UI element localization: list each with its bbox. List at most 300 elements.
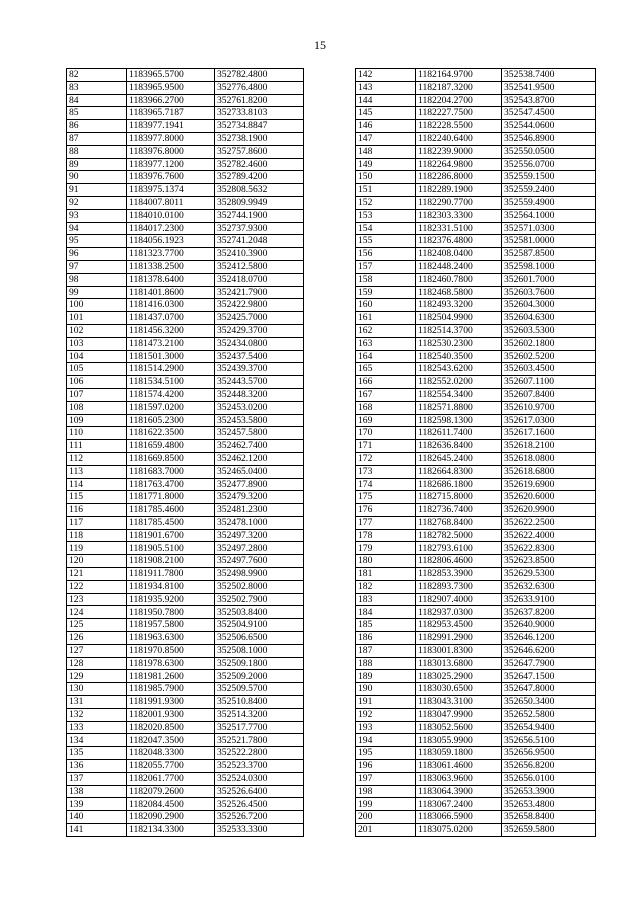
x-coordinate-cell: 1183001.8300 bbox=[416, 644, 502, 657]
table-row bbox=[356, 69, 596, 82]
y-coordinate-cell: 352453.5800 bbox=[215, 414, 304, 427]
y-coordinate-cell: 352479.3200 bbox=[215, 491, 304, 504]
y-coordinate-cell: 352653.3900 bbox=[502, 785, 596, 798]
y-coordinate-cell: 352544.0600 bbox=[502, 120, 596, 133]
point-number-cell: 155 bbox=[356, 235, 416, 248]
x-coordinate-cell: 1181401.8600 bbox=[127, 286, 215, 299]
point-number-cell: 133 bbox=[67, 721, 127, 734]
y-coordinate-cell: 352603.7600 bbox=[502, 286, 596, 299]
table-row bbox=[356, 209, 596, 222]
table-row bbox=[67, 337, 304, 350]
point-number-cell: 153 bbox=[356, 209, 416, 222]
point-number-cell: 199 bbox=[356, 798, 416, 811]
y-coordinate-cell: 352559.2400 bbox=[502, 184, 596, 197]
y-coordinate-cell: 352477.8900 bbox=[215, 478, 304, 491]
y-coordinate-cell: 352508.1000 bbox=[215, 644, 304, 657]
y-coordinate-cell: 352737.9300 bbox=[215, 222, 304, 235]
table-row bbox=[356, 324, 596, 337]
y-coordinate-cell: 352782.4800 bbox=[215, 69, 304, 82]
table-row bbox=[356, 145, 596, 158]
point-number-cell: 141 bbox=[67, 824, 127, 837]
x-coordinate-cell: 1181911.7800 bbox=[127, 568, 215, 581]
table-row bbox=[67, 248, 304, 261]
table-row bbox=[67, 184, 304, 197]
point-number-cell: 126 bbox=[67, 632, 127, 645]
table-row bbox=[67, 568, 304, 581]
x-coordinate-cell: 1182598.1300 bbox=[416, 414, 502, 427]
point-number-cell: 116 bbox=[67, 504, 127, 517]
point-number-cell: 164 bbox=[356, 350, 416, 363]
y-coordinate-cell: 352603.4500 bbox=[502, 363, 596, 376]
y-coordinate-cell: 352581.0000 bbox=[502, 235, 596, 248]
point-number-cell: 134 bbox=[67, 734, 127, 747]
y-coordinate-cell: 352776.4800 bbox=[215, 81, 304, 94]
y-coordinate-cell: 352412.5800 bbox=[215, 260, 304, 273]
point-number-cell: 111 bbox=[67, 440, 127, 453]
x-coordinate-cell: 1181950.7800 bbox=[127, 606, 215, 619]
x-coordinate-cell: 1182493.3200 bbox=[416, 299, 502, 312]
table-row bbox=[67, 132, 304, 145]
x-coordinate-cell: 1183047.9900 bbox=[416, 708, 502, 721]
y-coordinate-cell: 352808.5632 bbox=[215, 184, 304, 197]
y-coordinate-cell: 352434.0800 bbox=[215, 337, 304, 350]
table-row bbox=[67, 94, 304, 107]
y-coordinate-cell: 352601.7000 bbox=[502, 273, 596, 286]
y-coordinate-cell: 352457.5800 bbox=[215, 427, 304, 440]
table-row bbox=[67, 376, 304, 389]
table-row bbox=[67, 478, 304, 491]
y-coordinate-cell: 352524.0300 bbox=[215, 772, 304, 785]
point-number-cell: 179 bbox=[356, 542, 416, 555]
y-coordinate-cell: 352422.9800 bbox=[215, 299, 304, 312]
point-number-cell: 183 bbox=[356, 593, 416, 606]
y-coordinate-cell: 352622.8300 bbox=[502, 542, 596, 555]
y-coordinate-cell: 352761.8200 bbox=[215, 94, 304, 107]
x-coordinate-cell: 1181963.6300 bbox=[127, 632, 215, 645]
point-number-cell: 167 bbox=[356, 388, 416, 401]
x-coordinate-cell: 1181771.8000 bbox=[127, 491, 215, 504]
table-row bbox=[67, 760, 304, 773]
point-number-cell: 124 bbox=[67, 606, 127, 619]
point-number-cell: 146 bbox=[356, 120, 416, 133]
y-coordinate-cell: 352462.1200 bbox=[215, 452, 304, 465]
point-number-cell: 117 bbox=[67, 516, 127, 529]
point-number-cell: 93 bbox=[67, 209, 127, 222]
point-number-cell: 186 bbox=[356, 632, 416, 645]
y-coordinate-cell: 352510.8400 bbox=[215, 696, 304, 709]
y-coordinate-cell: 352526.4500 bbox=[215, 798, 304, 811]
table-row bbox=[356, 465, 596, 478]
y-coordinate-cell: 352448.3200 bbox=[215, 388, 304, 401]
y-coordinate-cell: 352418.0700 bbox=[215, 273, 304, 286]
x-coordinate-cell: 1181605.2300 bbox=[127, 414, 215, 427]
y-coordinate-cell: 352465.0400 bbox=[215, 465, 304, 478]
x-coordinate-cell: 1183055.9900 bbox=[416, 734, 502, 747]
table-row bbox=[356, 785, 596, 798]
point-number-cell: 100 bbox=[67, 299, 127, 312]
y-coordinate-cell: 352541.9500 bbox=[502, 81, 596, 94]
point-number-cell: 196 bbox=[356, 760, 416, 773]
x-coordinate-cell: 1182376.4800 bbox=[416, 235, 502, 248]
y-coordinate-cell: 352610.9700 bbox=[502, 401, 596, 414]
x-coordinate-cell: 1181501.3000 bbox=[127, 350, 215, 363]
point-number-cell: 87 bbox=[67, 132, 127, 145]
y-coordinate-cell: 352587.8500 bbox=[502, 248, 596, 261]
y-coordinate-cell: 352546.8900 bbox=[502, 132, 596, 145]
point-number-cell: 130 bbox=[67, 683, 127, 696]
x-coordinate-cell: 1182806.4600 bbox=[416, 555, 502, 568]
x-coordinate-cell: 1184017.2300 bbox=[127, 222, 215, 235]
point-number-cell: 92 bbox=[67, 196, 127, 209]
table-row bbox=[67, 312, 304, 325]
point-number-cell: 136 bbox=[67, 760, 127, 773]
x-coordinate-cell: 1182228.5500 bbox=[416, 120, 502, 133]
x-coordinate-cell: 1181934.8100 bbox=[127, 580, 215, 593]
x-coordinate-cell: 1183061.4600 bbox=[416, 760, 502, 773]
point-number-cell: 171 bbox=[356, 440, 416, 453]
y-coordinate-cell: 352497.2800 bbox=[215, 542, 304, 555]
x-coordinate-cell: 1181935.9200 bbox=[127, 593, 215, 606]
table-row bbox=[67, 504, 304, 517]
y-coordinate-cell: 352620.6000 bbox=[502, 491, 596, 504]
x-coordinate-cell: 1183052.5600 bbox=[416, 721, 502, 734]
table-row bbox=[67, 772, 304, 785]
x-coordinate-cell: 1182530.2300 bbox=[416, 337, 502, 350]
point-number-cell: 197 bbox=[356, 772, 416, 785]
y-coordinate-cell: 352622.4000 bbox=[502, 529, 596, 542]
point-number-cell: 94 bbox=[67, 222, 127, 235]
y-coordinate-cell: 352741.2048 bbox=[215, 235, 304, 248]
y-coordinate-cell: 352425.7000 bbox=[215, 312, 304, 325]
point-number-cell: 129 bbox=[67, 670, 127, 683]
point-number-cell: 148 bbox=[356, 145, 416, 158]
y-coordinate-cell: 352647.7900 bbox=[502, 657, 596, 670]
table-row bbox=[67, 452, 304, 465]
x-coordinate-cell: 1182303.3300 bbox=[416, 209, 502, 222]
table-row bbox=[356, 632, 596, 645]
x-coordinate-cell: 1181473.2100 bbox=[127, 337, 215, 350]
y-coordinate-cell: 352502.8000 bbox=[215, 580, 304, 593]
y-coordinate-cell: 352526.7200 bbox=[215, 811, 304, 824]
point-number-cell: 172 bbox=[356, 452, 416, 465]
table-row bbox=[356, 388, 596, 401]
y-coordinate-cell: 352658.8400 bbox=[502, 811, 596, 824]
x-coordinate-cell: 1184007.8011 bbox=[127, 196, 215, 209]
y-coordinate-cell: 352789.4200 bbox=[215, 171, 304, 184]
x-coordinate-cell: 1182460.7800 bbox=[416, 273, 502, 286]
table-row bbox=[67, 388, 304, 401]
y-coordinate-cell: 352543.8700 bbox=[502, 94, 596, 107]
point-number-cell: 149 bbox=[356, 158, 416, 171]
x-coordinate-cell: 1182448.2400 bbox=[416, 260, 502, 273]
x-coordinate-cell: 1181597.0200 bbox=[127, 401, 215, 414]
point-number-cell: 157 bbox=[356, 260, 416, 273]
x-coordinate-cell: 1182782.5000 bbox=[416, 529, 502, 542]
table-row bbox=[67, 593, 304, 606]
y-coordinate-cell: 352429.3700 bbox=[215, 324, 304, 337]
y-coordinate-cell: 352521.7800 bbox=[215, 734, 304, 747]
x-coordinate-cell: 1182853.3900 bbox=[416, 568, 502, 581]
table-row bbox=[67, 414, 304, 427]
x-coordinate-cell: 1184010.0100 bbox=[127, 209, 215, 222]
y-coordinate-cell: 352437.5400 bbox=[215, 350, 304, 363]
table-row bbox=[67, 440, 304, 453]
point-number-cell: 88 bbox=[67, 145, 127, 158]
point-number-cell: 86 bbox=[67, 120, 127, 133]
point-number-cell: 102 bbox=[67, 324, 127, 337]
table-row bbox=[67, 798, 304, 811]
x-coordinate-cell: 1183025.2900 bbox=[416, 670, 502, 683]
y-coordinate-cell: 352564.1000 bbox=[502, 209, 596, 222]
x-coordinate-cell: 1183975.1374 bbox=[127, 184, 215, 197]
x-coordinate-cell: 1183976.8000 bbox=[127, 145, 215, 158]
table-row bbox=[356, 401, 596, 414]
x-coordinate-cell: 1183043.3100 bbox=[416, 696, 502, 709]
point-number-cell: 160 bbox=[356, 299, 416, 312]
point-number-cell: 193 bbox=[356, 721, 416, 734]
table-row bbox=[67, 491, 304, 504]
y-coordinate-cell: 352607.8400 bbox=[502, 388, 596, 401]
table-row bbox=[67, 120, 304, 133]
table-row bbox=[67, 670, 304, 683]
table-row bbox=[356, 184, 596, 197]
y-coordinate-cell: 352637.8200 bbox=[502, 606, 596, 619]
table-row bbox=[67, 824, 304, 837]
point-number-cell: 104 bbox=[67, 350, 127, 363]
x-coordinate-cell: 1183965.9500 bbox=[127, 81, 215, 94]
x-coordinate-cell: 1181622.3500 bbox=[127, 427, 215, 440]
table-row bbox=[356, 107, 596, 120]
x-coordinate-cell: 1183977.8000 bbox=[127, 132, 215, 145]
table-row bbox=[67, 401, 304, 414]
y-coordinate-cell: 352462.7400 bbox=[215, 440, 304, 453]
table-row bbox=[67, 81, 304, 94]
table-row bbox=[356, 491, 596, 504]
table-row bbox=[356, 196, 596, 209]
point-number-cell: 189 bbox=[356, 670, 416, 683]
x-coordinate-cell: 1181514.2900 bbox=[127, 363, 215, 376]
table-row bbox=[356, 158, 596, 171]
y-coordinate-cell: 352421.7900 bbox=[215, 286, 304, 299]
table-row bbox=[356, 440, 596, 453]
x-coordinate-cell: 1183030.6500 bbox=[416, 683, 502, 696]
y-coordinate-cell: 352481.2300 bbox=[215, 504, 304, 517]
table-row bbox=[356, 504, 596, 517]
point-number-cell: 168 bbox=[356, 401, 416, 414]
table-row bbox=[356, 747, 596, 760]
table-row bbox=[356, 452, 596, 465]
table-row bbox=[67, 644, 304, 657]
table-row bbox=[356, 696, 596, 709]
y-coordinate-cell: 352618.6800 bbox=[502, 465, 596, 478]
y-coordinate-cell: 352650.3400 bbox=[502, 696, 596, 709]
y-coordinate-cell: 352522.2800 bbox=[215, 747, 304, 760]
x-coordinate-cell: 1181323.7700 bbox=[127, 248, 215, 261]
table-row bbox=[67, 580, 304, 593]
y-coordinate-cell: 352523.3700 bbox=[215, 760, 304, 773]
table-row bbox=[356, 721, 596, 734]
table-row bbox=[356, 529, 596, 542]
table-row bbox=[67, 529, 304, 542]
table-row bbox=[356, 376, 596, 389]
point-number-cell: 190 bbox=[356, 683, 416, 696]
table-row bbox=[67, 427, 304, 440]
table-row bbox=[356, 606, 596, 619]
x-coordinate-cell: 1182001.9300 bbox=[127, 708, 215, 721]
point-number-cell: 165 bbox=[356, 363, 416, 376]
table-row bbox=[356, 414, 596, 427]
y-coordinate-cell: 352647.1500 bbox=[502, 670, 596, 683]
y-coordinate-cell: 352603.5300 bbox=[502, 324, 596, 337]
x-coordinate-cell: 1182240.6400 bbox=[416, 132, 502, 145]
table-row bbox=[67, 632, 304, 645]
table-row bbox=[67, 363, 304, 376]
table-row bbox=[67, 324, 304, 337]
table-row bbox=[67, 273, 304, 286]
y-coordinate-cell: 352604.3000 bbox=[502, 299, 596, 312]
x-coordinate-cell: 1183059.1800 bbox=[416, 747, 502, 760]
y-coordinate-cell: 352757.8600 bbox=[215, 145, 304, 158]
table-row bbox=[67, 209, 304, 222]
point-number-cell: 177 bbox=[356, 516, 416, 529]
point-number-cell: 107 bbox=[67, 388, 127, 401]
y-coordinate-cell: 352733.8103 bbox=[215, 107, 304, 120]
table-row bbox=[67, 69, 304, 82]
y-coordinate-cell: 352514.3200 bbox=[215, 708, 304, 721]
table-row bbox=[356, 644, 596, 657]
table-row bbox=[356, 337, 596, 350]
x-coordinate-cell: 1181908.2100 bbox=[127, 555, 215, 568]
y-coordinate-cell: 352478.1000 bbox=[215, 516, 304, 529]
table-row bbox=[356, 568, 596, 581]
point-number-cell: 162 bbox=[356, 324, 416, 337]
y-coordinate-cell: 352656.5100 bbox=[502, 734, 596, 747]
x-coordinate-cell: 1183013.6800 bbox=[416, 657, 502, 670]
x-coordinate-cell: 1181991.9300 bbox=[127, 696, 215, 709]
x-coordinate-cell: 1182061.7700 bbox=[127, 772, 215, 785]
y-coordinate-cell: 352517.7700 bbox=[215, 721, 304, 734]
table-row bbox=[67, 734, 304, 747]
y-coordinate-cell: 352498.9900 bbox=[215, 568, 304, 581]
x-coordinate-cell: 1182768.8400 bbox=[416, 516, 502, 529]
table-row bbox=[356, 734, 596, 747]
point-number-cell: 156 bbox=[356, 248, 416, 261]
table-row bbox=[67, 811, 304, 824]
table-row bbox=[67, 145, 304, 158]
point-number-cell: 83 bbox=[67, 81, 127, 94]
table-row bbox=[67, 196, 304, 209]
x-coordinate-cell: 1182134.3300 bbox=[127, 824, 215, 837]
y-coordinate-cell: 352620.9900 bbox=[502, 504, 596, 517]
table-row bbox=[356, 619, 596, 632]
point-number-cell: 103 bbox=[67, 337, 127, 350]
point-number-cell: 175 bbox=[356, 491, 416, 504]
point-number-cell: 106 bbox=[67, 376, 127, 389]
table-row bbox=[356, 798, 596, 811]
x-coordinate-cell: 1183965.7187 bbox=[127, 107, 215, 120]
point-number-cell: 119 bbox=[67, 542, 127, 555]
y-coordinate-cell: 352571.0300 bbox=[502, 222, 596, 235]
point-number-cell: 90 bbox=[67, 171, 127, 184]
x-coordinate-cell: 1182991.2900 bbox=[416, 632, 502, 645]
point-number-cell: 151 bbox=[356, 184, 416, 197]
y-coordinate-cell: 352559.1500 bbox=[502, 171, 596, 184]
table-row bbox=[67, 657, 304, 670]
table-row bbox=[67, 721, 304, 734]
table-row bbox=[356, 708, 596, 721]
y-coordinate-cell: 352656.9500 bbox=[502, 747, 596, 760]
x-coordinate-cell: 1183966.2700 bbox=[127, 94, 215, 107]
y-coordinate-cell: 352656.8200 bbox=[502, 760, 596, 773]
point-number-cell: 188 bbox=[356, 657, 416, 670]
point-number-cell: 99 bbox=[67, 286, 127, 299]
y-coordinate-cell: 352453.0200 bbox=[215, 401, 304, 414]
x-coordinate-cell: 1182468.5800 bbox=[416, 286, 502, 299]
x-coordinate-cell: 1183075.0200 bbox=[416, 824, 502, 837]
y-coordinate-cell: 352647.8000 bbox=[502, 683, 596, 696]
x-coordinate-cell: 1182540.3500 bbox=[416, 350, 502, 363]
y-coordinate-cell: 352502.7900 bbox=[215, 593, 304, 606]
table-row bbox=[67, 542, 304, 555]
y-coordinate-cell: 352656.0100 bbox=[502, 772, 596, 785]
point-number-cell: 144 bbox=[356, 94, 416, 107]
y-coordinate-cell: 352744.1900 bbox=[215, 209, 304, 222]
table-row bbox=[356, 299, 596, 312]
point-number-cell: 140 bbox=[67, 811, 127, 824]
x-coordinate-cell: 1182090.2900 bbox=[127, 811, 215, 824]
table-row bbox=[356, 657, 596, 670]
y-coordinate-cell: 352547.4500 bbox=[502, 107, 596, 120]
y-coordinate-cell: 352738.1900 bbox=[215, 132, 304, 145]
point-number-cell: 198 bbox=[356, 785, 416, 798]
point-number-cell: 139 bbox=[67, 798, 127, 811]
table-row bbox=[67, 465, 304, 478]
x-coordinate-cell: 1183064.3900 bbox=[416, 785, 502, 798]
page-number: 15 bbox=[314, 38, 326, 52]
y-coordinate-cell: 352617.1600 bbox=[502, 427, 596, 440]
y-coordinate-cell: 352506.6500 bbox=[215, 632, 304, 645]
x-coordinate-cell: 1182239.9000 bbox=[416, 145, 502, 158]
point-number-cell: 109 bbox=[67, 414, 127, 427]
table-row bbox=[356, 286, 596, 299]
point-number-cell: 161 bbox=[356, 312, 416, 325]
x-coordinate-cell: 1181437.0700 bbox=[127, 312, 215, 325]
x-coordinate-cell: 1181683.7000 bbox=[127, 465, 215, 478]
x-coordinate-cell: 1181763.4700 bbox=[127, 478, 215, 491]
y-coordinate-cell: 352652.5800 bbox=[502, 708, 596, 721]
point-number-cell: 110 bbox=[67, 427, 127, 440]
y-coordinate-cell: 352538.7400 bbox=[502, 69, 596, 82]
y-coordinate-cell: 352659.5800 bbox=[502, 824, 596, 837]
coordinates-table-right bbox=[355, 68, 596, 837]
x-coordinate-cell: 1182048.3300 bbox=[127, 747, 215, 760]
table-row bbox=[356, 81, 596, 94]
x-coordinate-cell: 1182264.9800 bbox=[416, 158, 502, 171]
x-coordinate-cell: 1181338.2500 bbox=[127, 260, 215, 273]
table-row bbox=[356, 94, 596, 107]
point-number-cell: 158 bbox=[356, 273, 416, 286]
y-coordinate-cell: 352622.2500 bbox=[502, 516, 596, 529]
table-row bbox=[356, 273, 596, 286]
point-number-cell: 114 bbox=[67, 478, 127, 491]
x-coordinate-cell: 1181901.6700 bbox=[127, 529, 215, 542]
point-number-cell: 154 bbox=[356, 222, 416, 235]
x-coordinate-cell: 1183976.7600 bbox=[127, 171, 215, 184]
table-row bbox=[356, 593, 596, 606]
point-number-cell: 101 bbox=[67, 312, 127, 325]
x-coordinate-cell: 1182664.8300 bbox=[416, 465, 502, 478]
point-number-cell: 152 bbox=[356, 196, 416, 209]
